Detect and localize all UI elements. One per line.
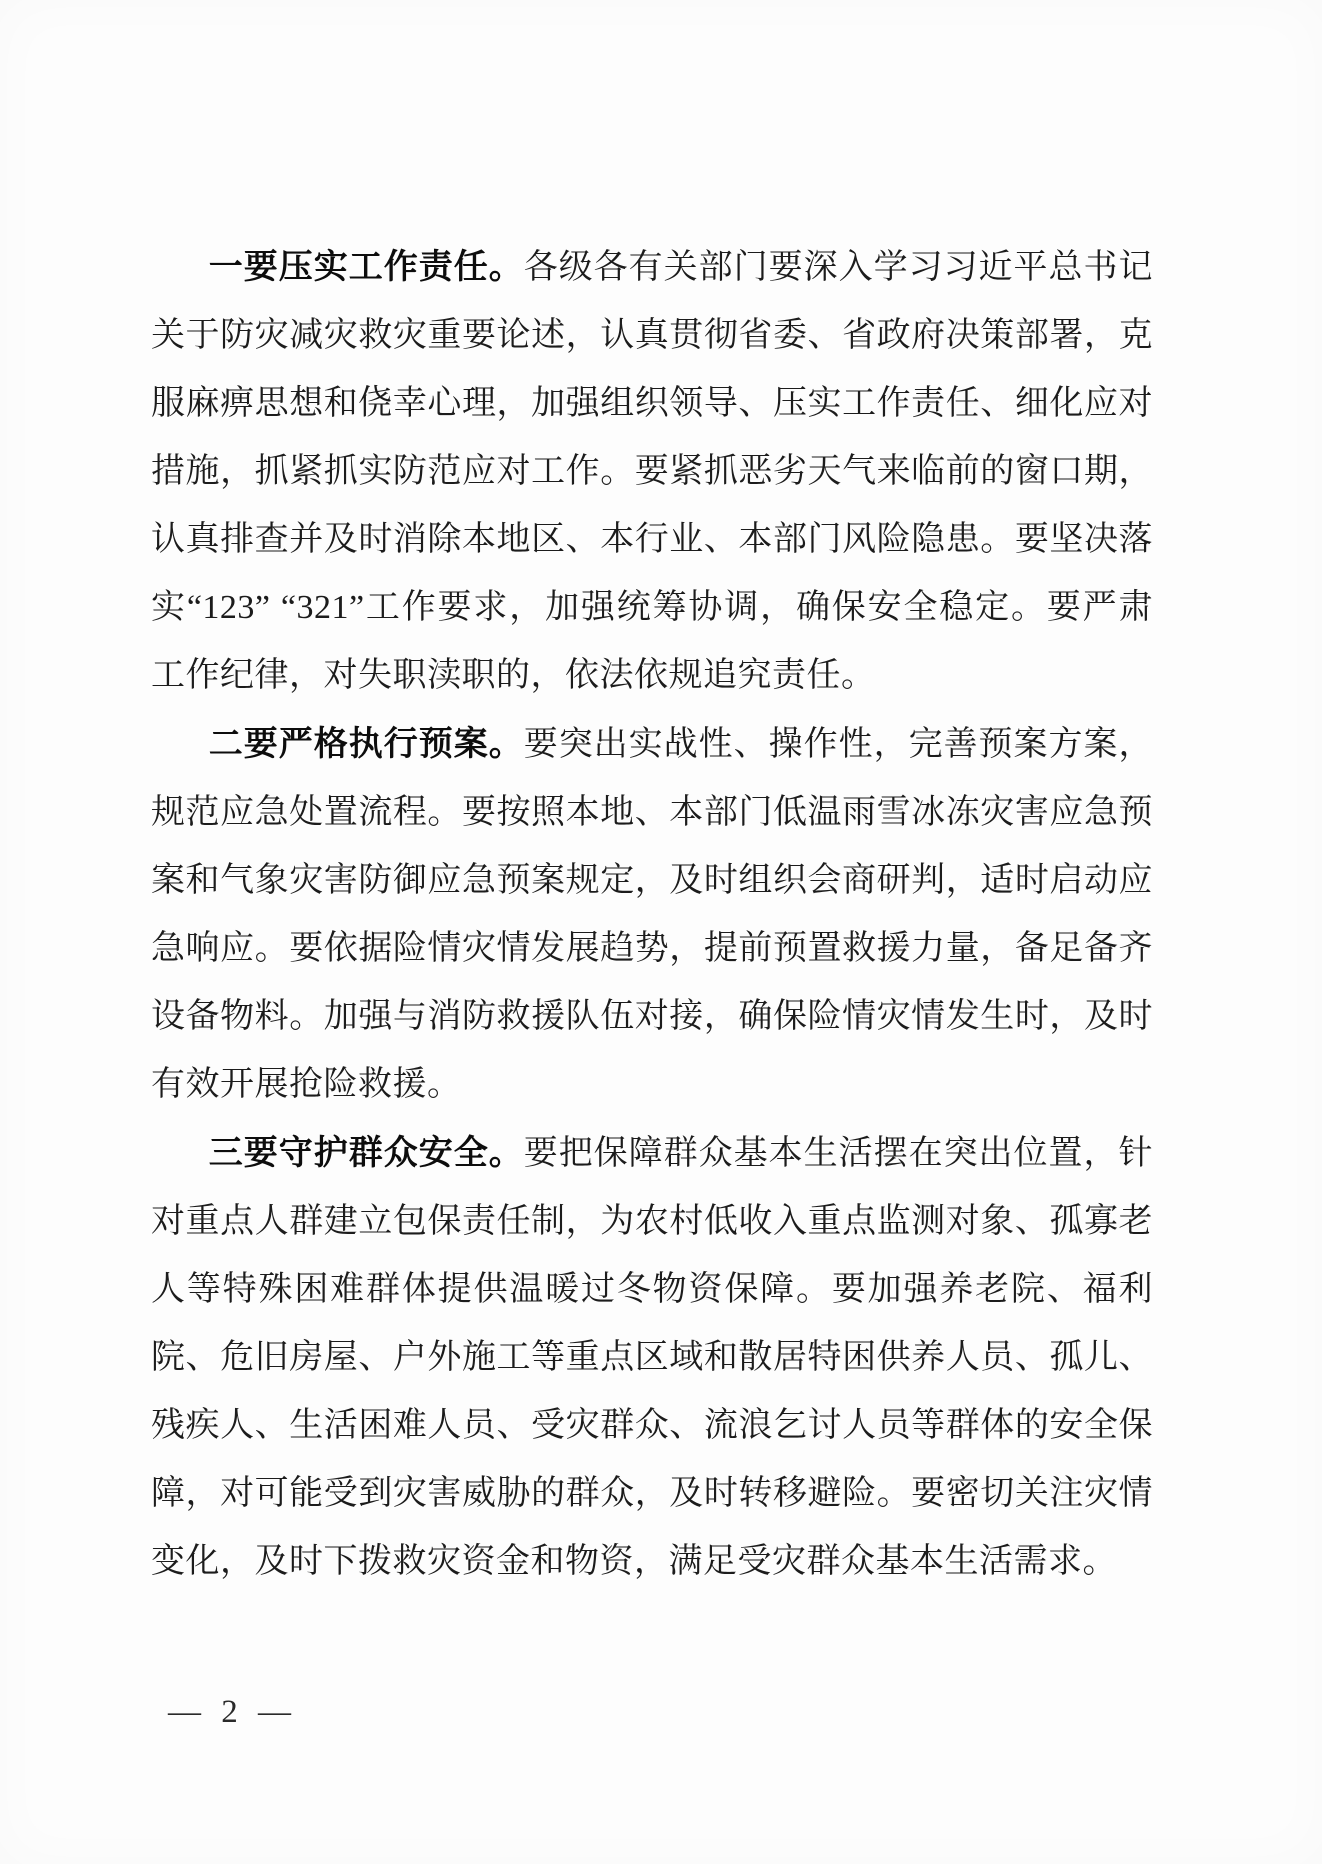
- paragraph-2-body: 要突出实战性、操作性，完善预案方案，规范应急处置流程。要按照本地、本部门低温雨雪冰冻灾害应急预案和气象灾害防御应急预案规定，及时组织会商研判，适时启动应急响应。要依据险情灾情发展趋势，提前预置救援力量，备足备齐设备物料。加强与消防救援队伍对接，确保险情灾情发生时，及时有效开展抢险救援。: [151, 726, 1154, 1103]
- paragraph-emergency-plan: [151, 710, 1153, 1119]
- paragraph-public-safety: [151, 1119, 1153, 1596]
- paragraph-3-body: 要把保障群众基本生活摆在突出位置，针对重点人群建立包保责任制，为农村低收入重点监测对象、孤寡老人等特殊困难群体提供温暖过冬物资保障。要加强养老院、福利院、危旧房屋、户外施工等重点区域和散居特困供养人员、孤儿、残疾人、生活困难人员、受灾群众、流浪乞讨人员等群体的安全保障，对可能受到灾害威胁的群众，及时转移避险。要密切关注灾情变化，及时下拨救灾资金和物资，满足受灾群众基本生活需求。: [151, 1135, 1154, 1580]
- page-number: — 2 —: [168, 1694, 297, 1730]
- document-text-block: [151, 233, 1153, 1596]
- paragraph-1-heading: 一要压实工作责任。: [208, 248, 524, 286]
- paragraph-3-heading: 三要守护群众安全。: [208, 1134, 524, 1172]
- paragraph-1-body: 各级各有关部门要深入学习习近平总书记关于防灾减灾救灾重要论述，认真贯彻省委、省政府决策部署，克服麻痹思想和侥幸心理，加强组织领导、压实工作责任、细化应对措施，抓紧抓实防范应对工作。要紧抓恶劣天气来临前的窗口期，认真排查并及时消除本地区、本行业、本部门风险隐患。要坚决落实“123” “321”工作要求，加强统筹协调，确保安全稳定。要严肃工作纪律，对失职渎职的，依法依规追究责任。: [151, 249, 1154, 694]
- paragraph-2-heading: 二要严格执行预案。: [208, 725, 524, 763]
- paragraph-work-responsibility: [151, 233, 1153, 710]
